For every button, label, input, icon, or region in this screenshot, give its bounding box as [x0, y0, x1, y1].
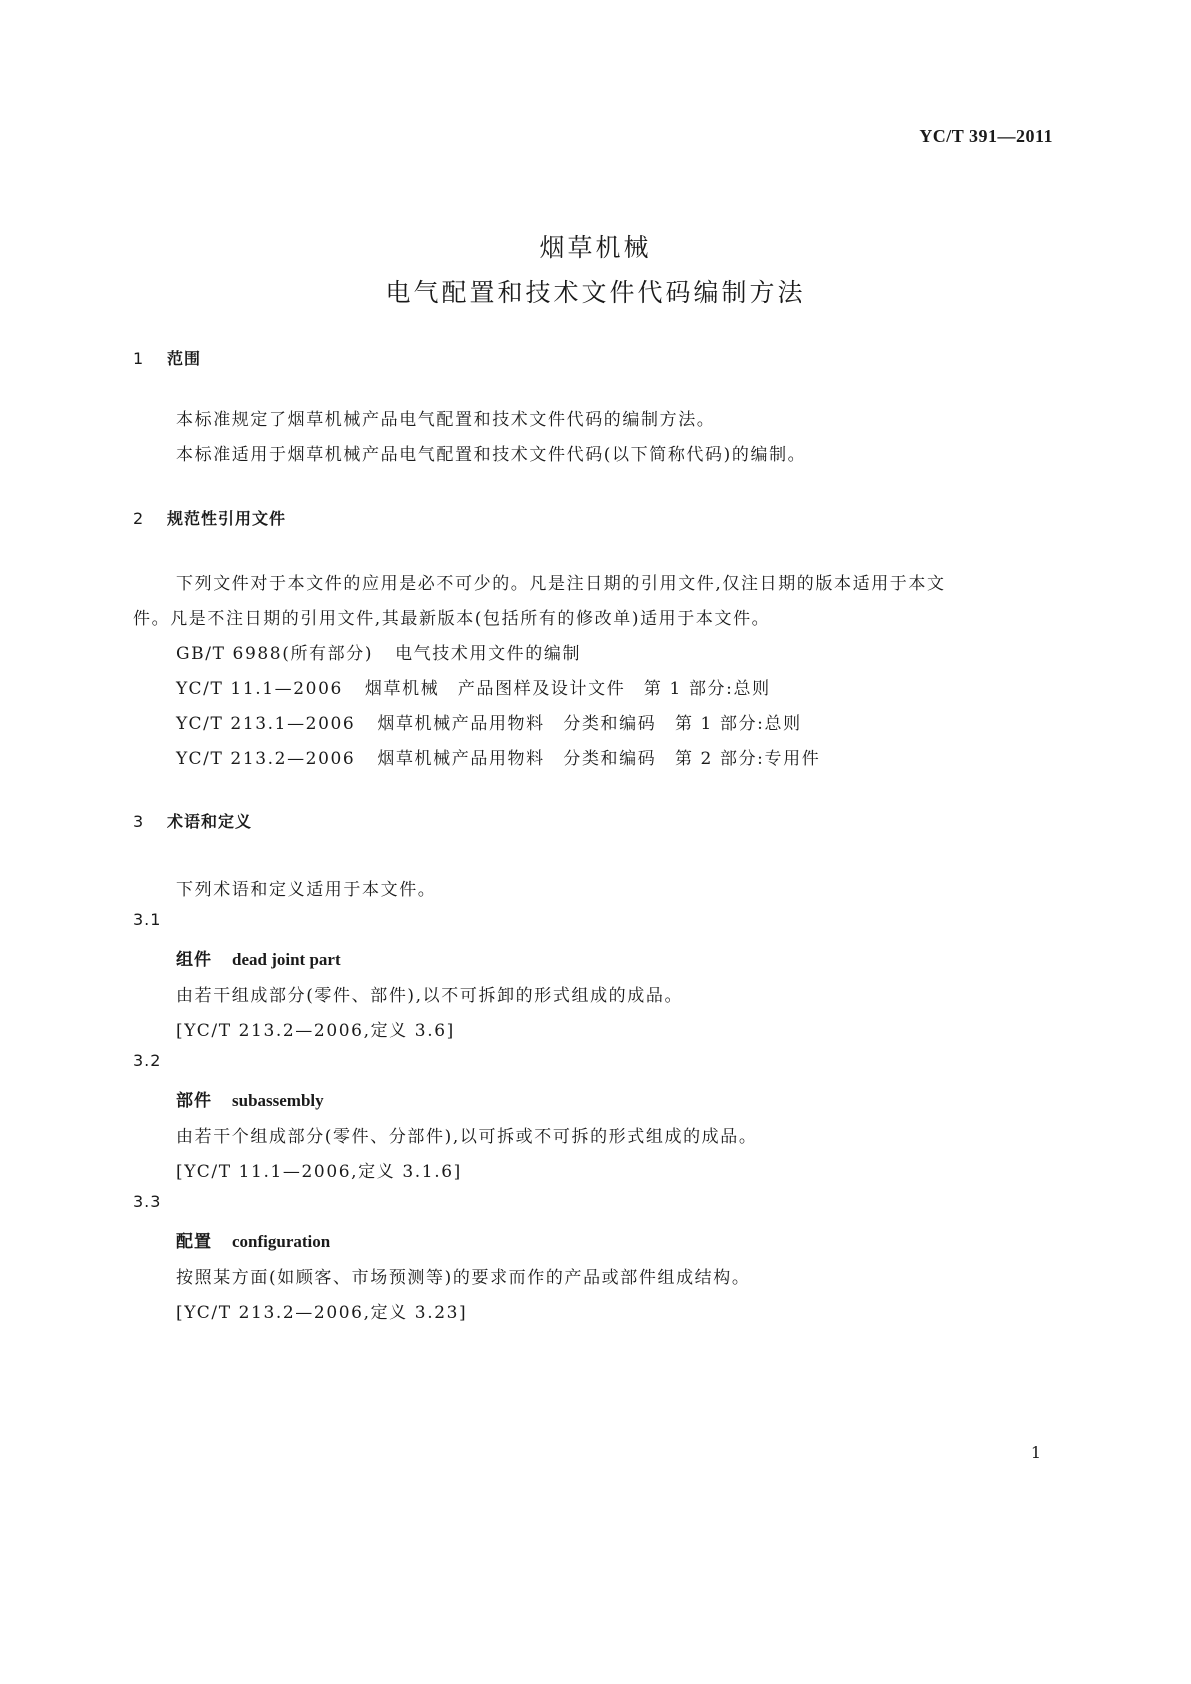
- reference-code: YC/T 213.1—2006: [176, 714, 356, 734]
- term-source: [YC/T 11.1—2006,定义 3.1.6]: [176, 1162, 462, 1182]
- references-intro-line1: 下列文件对于本文件的应用是必不可少的。凡是注日期的引用文件,仅注日期的版本适用于本文: [176, 574, 946, 594]
- page-number: 1: [1030, 1443, 1041, 1462]
- term-number: 3.2: [133, 1051, 162, 1070]
- term-source: [YC/T 213.2—2006,定义 3.6]: [176, 1021, 455, 1041]
- section-2-heading: [133, 506, 286, 529]
- reference-item: [176, 709, 802, 734]
- section-title: 规范性引用文件: [167, 509, 287, 528]
- section-1-heading: [133, 346, 201, 369]
- reference-title: 烟草机械 产品图样及设计文件 第 1 部分:总则: [364, 679, 771, 699]
- term-chinese: 组件: [176, 950, 212, 970]
- document-title-line2: 电气配置和技术文件代码编制方法: [385, 278, 806, 307]
- section-3-heading: [133, 809, 252, 832]
- scope-paragraph-1: 本标准规定了烟草机械产品电气配置和技术文件代码的编制方法。: [176, 410, 716, 430]
- term-english: dead joint part: [232, 950, 341, 969]
- term-definition: 由若干组成部分(零件、部件),以不可拆卸的形式组成的成品。: [176, 986, 684, 1006]
- reference-title: 烟草机械产品用物料 分类和编码 第 1 部分:总则: [377, 714, 802, 734]
- term-number: 3.3: [133, 1192, 162, 1211]
- term-heading: [176, 1227, 330, 1252]
- section-number: 2: [133, 509, 145, 528]
- scope-paragraph-2: 本标准适用于烟草机械产品电气配置和技术文件代码(以下简称代码)的编制。: [176, 445, 807, 465]
- terms-intro: 下列术语和定义适用于本文件。: [176, 880, 437, 900]
- references-intro-line2: 件。凡是不注日期的引用文件,其最新版本(包括所有的修改单)适用于本文件。: [133, 609, 771, 629]
- reference-item: [176, 674, 771, 699]
- term-source: [YC/T 213.2—2006,定义 3.23]: [176, 1303, 468, 1323]
- reference-title: 电气技术用文件的编制: [395, 644, 582, 664]
- term-heading: [176, 945, 341, 970]
- reference-code: YC/T 11.1—2006: [176, 679, 343, 699]
- term-definition: 按照某方面(如顾客、市场预测等)的要求而作的产品或部件组成结构。: [176, 1268, 751, 1288]
- reference-title: 烟草机械产品用物料 分类和编码 第 2 部分:专用件: [377, 749, 821, 769]
- reference-item: [176, 639, 581, 664]
- term-number: 3.1: [133, 910, 162, 929]
- term-chinese: 配置: [176, 1232, 212, 1252]
- term-english: subassembly: [232, 1091, 324, 1110]
- reference-item: [176, 744, 820, 769]
- document-title-line1: 烟草机械: [539, 233, 652, 262]
- term-english: configuration: [232, 1232, 331, 1251]
- section-number: 1: [133, 349, 145, 368]
- term-chinese: 部件: [176, 1091, 212, 1111]
- section-number: 3: [133, 812, 145, 831]
- standard-code: YC/T 391—2011: [919, 126, 1053, 146]
- term-heading: [176, 1086, 324, 1111]
- section-title: 术语和定义: [167, 812, 253, 831]
- reference-code: YC/T 213.2—2006: [176, 749, 356, 769]
- term-definition: 由若干个组成部分(零件、分部件),以可拆或不可拆的形式组成的成品。: [176, 1127, 758, 1147]
- reference-code: GB/T 6988(所有部分): [176, 644, 374, 664]
- section-title: 范围: [167, 349, 202, 368]
